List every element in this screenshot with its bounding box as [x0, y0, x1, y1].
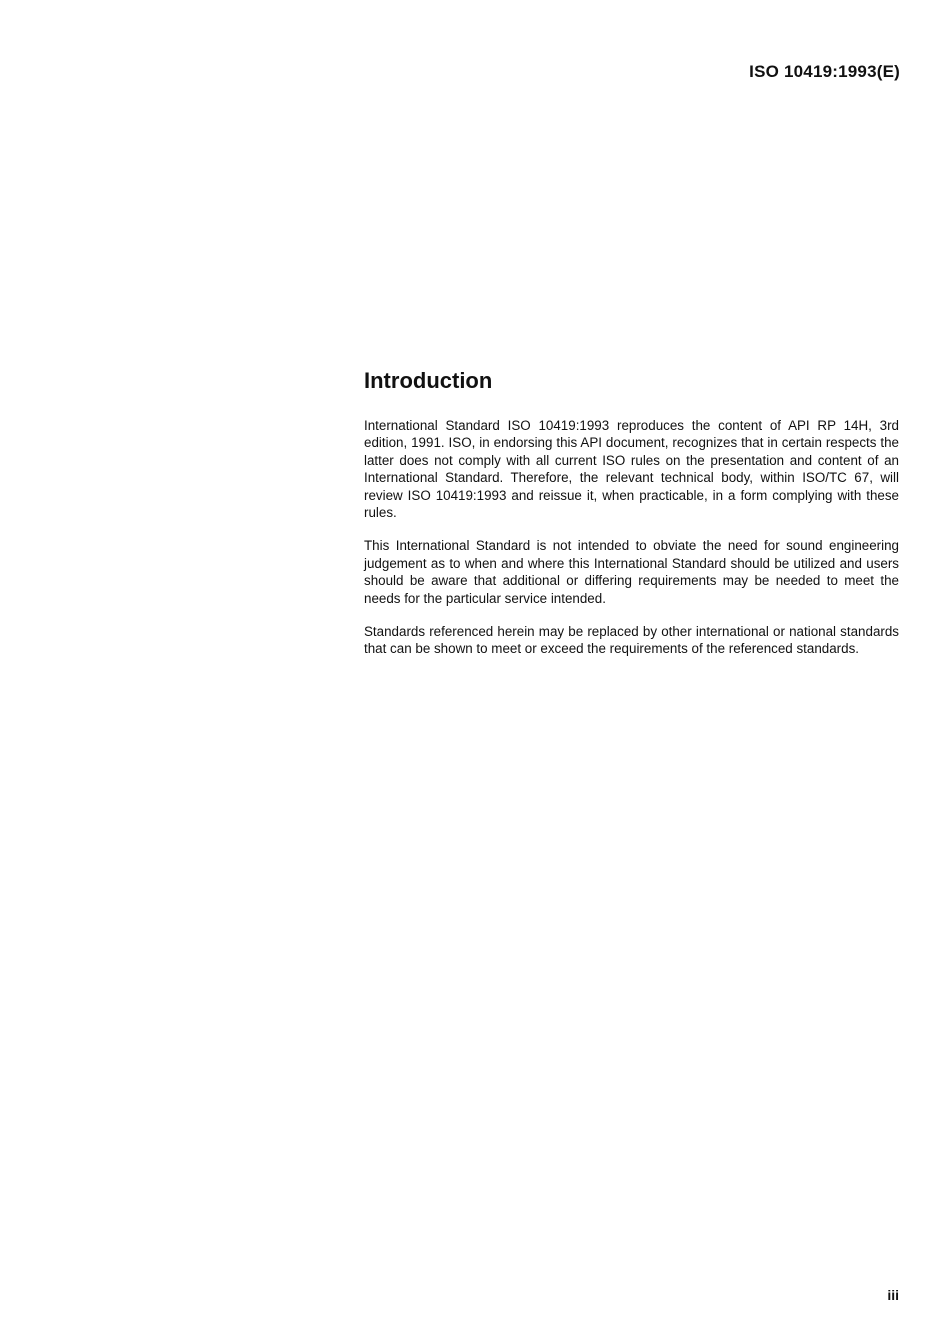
paragraph-2: This International Standard is not intended to obviate the need for sound engineering judgement as to when and where this International Standard should be utilized and users should be aware that additional or differing requirements may be needed to meet the needs for the particular service intended.: [364, 538, 899, 606]
paragraph-1: International Standard ISO 10419:1993 reproduces the content of API RP 14H, 3rd edition, 1991. ISO, in endorsing this API document, recognizes that in certain respects the latter does not comply with all current ISO rules on the presentation and content of an International Standard. Therefore, the relevant technical body, within ISO/TC 67, will review ISO 10419:1993 and reissue it, when practicable, in a form complying with these rules.: [364, 418, 899, 521]
section-title: Introduction: [364, 368, 493, 393]
page-number: iii: [887, 1287, 899, 1303]
paragraph-3: Standards referenced herein may be replaced by other international or national standards that can be shown to meet or exceed the requirements of the referenced standards.: [364, 624, 899, 657]
introduction-section: [364, 367, 899, 674]
document-id-header: ISO 10419:1993(E): [749, 62, 900, 81]
